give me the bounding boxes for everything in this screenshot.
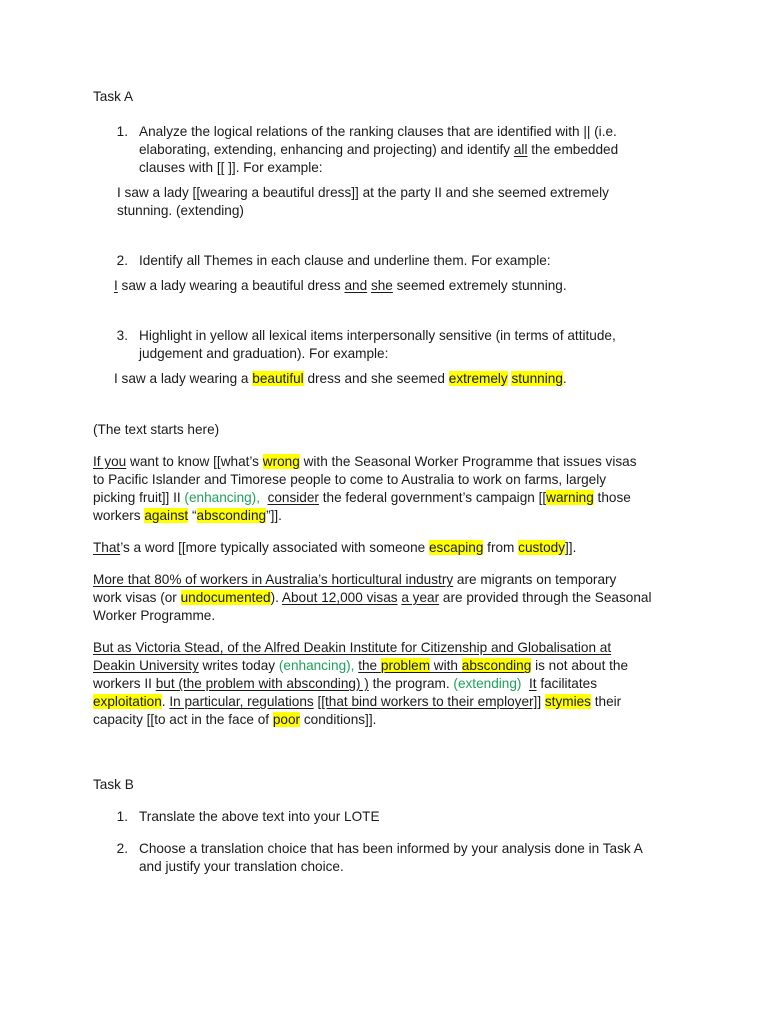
highlight-word: escaping xyxy=(428,540,484,555)
text-run: are provided through the Seasonal xyxy=(439,590,652,605)
relation-label: (extending) xyxy=(453,676,522,691)
theme-underline: But as Victoria Stead, of the Alfred Deakin Institute for Citizenship and Globalisation at xyxy=(93,640,612,655)
task-a-item1-example-line2: stunning. (extending) xyxy=(117,203,244,218)
task-a-item1-number: 1. xyxy=(116,124,128,139)
text-run: want to know [[what’s xyxy=(126,454,263,469)
highlight-word: undocumented xyxy=(180,590,271,605)
highlight-word: wrong xyxy=(262,454,300,469)
task-a-item3-example xyxy=(114,370,567,388)
text-run: with xyxy=(430,658,462,673)
highlight-word: beautiful xyxy=(252,371,304,386)
p4-line2 xyxy=(93,657,628,675)
text-run: is not about the xyxy=(531,658,629,673)
task-a-item1-example-line1: I saw a lady [[wearing a beautiful dress]] at the party II and she seemed extremely xyxy=(117,185,609,200)
text-run: with the Seasonal Worker Programme that issues visas xyxy=(299,454,637,469)
task-a-item2-example xyxy=(114,277,567,295)
theme-underline: [[that bind workers to their employer]] xyxy=(317,694,542,709)
text-run: saw a lady wearing a beautiful dress xyxy=(117,278,345,293)
text-run: ). xyxy=(270,590,282,605)
text-run: their xyxy=(590,694,622,709)
theme-underline: I xyxy=(114,278,118,293)
p1-line4 xyxy=(93,507,282,525)
task-a-item1-line1: Analyze the logical relations of the ranking clauses that are identified with || (i.e. xyxy=(139,124,617,139)
p1-line3 xyxy=(93,489,631,507)
text-run: capacity [[to act in the face of xyxy=(93,712,273,727)
highlight-word: problem xyxy=(380,658,431,673)
highlight-word: custody xyxy=(518,540,566,555)
highlight-word: stunning xyxy=(511,371,563,386)
text-run: are migrants on temporary xyxy=(453,572,617,587)
text-run: conditions]]. xyxy=(300,712,377,727)
text-run: workers xyxy=(93,508,145,523)
text-run: . xyxy=(562,371,567,386)
highlight-word: exploitation xyxy=(93,694,162,709)
task-b-item2-line1: Choose a translation choice that has been informed by your analysis done in Task A xyxy=(139,841,643,856)
text-run: writes today xyxy=(198,658,279,673)
text-run xyxy=(260,490,268,505)
relation-label: (enhancing), xyxy=(184,490,260,505)
text-run: ’s a word [[more typically associated with someone xyxy=(120,540,429,555)
theme-underline: consider xyxy=(267,490,319,505)
task-a-item3-number: 3. xyxy=(116,328,128,343)
task-b-item1-number: 1. xyxy=(116,809,128,824)
p3-line2 xyxy=(93,589,652,607)
text-run: elaborating, extending, enhancing and projecting) and identify xyxy=(139,142,514,157)
theme-underline: and xyxy=(344,278,368,293)
p4-line4 xyxy=(93,693,621,711)
theme-underline xyxy=(358,658,531,673)
theme-underline: Deakin University xyxy=(93,658,199,673)
task-a-item2-number: 2. xyxy=(116,253,128,268)
text-run: from xyxy=(483,540,519,555)
text-run: the federal government’s campaign [[ xyxy=(318,490,547,505)
highlight-word: extremely xyxy=(448,371,508,386)
text-run: picking fruit]] II xyxy=(93,490,185,505)
text-run: seemed extremely stunning. xyxy=(392,278,567,293)
theme-underline: If you xyxy=(93,454,127,469)
underlined-word: all xyxy=(513,142,528,157)
task-b-item2-number: 2. xyxy=(116,841,128,856)
text-run: those xyxy=(593,490,631,505)
theme-underline: she xyxy=(370,278,393,293)
text-run: “ xyxy=(188,508,197,523)
text-run: workers II xyxy=(93,676,156,691)
p3-line1 xyxy=(93,571,616,589)
highlight-word: warning xyxy=(546,490,594,505)
task-a-heading: Task A xyxy=(93,89,134,104)
theme-underline: More that 80% of workers in Australia’s horticultural industry xyxy=(93,572,454,587)
theme-underline: but (the problem with absconding) ) xyxy=(155,676,369,691)
text-run: dress and she seemed xyxy=(303,371,449,386)
theme-underline: About 12,000 visas xyxy=(281,590,398,605)
text-run: . xyxy=(161,694,170,709)
text-run: work visas (or xyxy=(93,590,181,605)
text-run: the embedded xyxy=(527,142,619,157)
relation-label: (enhancing), xyxy=(278,658,355,673)
p1-line1 xyxy=(93,453,637,471)
task-a-item2-line1: Identify all Themes in each clause and underline them. For example: xyxy=(139,253,551,268)
task-a-item3-line1: Highlight in yellow all lexical items interpersonally sensitive (in terms of attitude, xyxy=(139,328,616,343)
p1-line2: to Pacific Islander and Timorese people to come to Australia to work on farms, largely xyxy=(93,472,607,487)
highlight-word: poor xyxy=(272,712,301,727)
text-run: ]]. xyxy=(565,540,577,555)
highlight-word: stymies xyxy=(544,694,591,709)
task-b-item2-line2: and justify your translation choice. xyxy=(139,859,344,874)
text-run: facilitates xyxy=(536,676,598,691)
p2-line1 xyxy=(93,539,576,557)
theme-underline: That xyxy=(93,540,121,555)
text-run: the program. xyxy=(368,676,454,691)
text-run xyxy=(521,676,529,691)
text-start-note: (The text starts here) xyxy=(93,422,220,437)
task-a-item3-line2: judgement and graduation). For example: xyxy=(139,346,389,361)
text-run: ”]]. xyxy=(266,508,282,523)
task-b-heading: Task B xyxy=(93,777,134,792)
highlight-word: against xyxy=(144,508,189,523)
task-a-item1-line3: clauses with [[ ]]. For example: xyxy=(139,160,323,175)
task-a-item1-line2 xyxy=(139,141,618,159)
text-run: I saw a lady wearing a xyxy=(114,371,253,386)
theme-underline: In particular, regulations xyxy=(169,694,314,709)
p4-line5 xyxy=(93,711,376,729)
p4-line1 xyxy=(93,639,611,657)
theme-underline: It xyxy=(529,676,537,691)
theme-underline: a year xyxy=(401,590,440,605)
highlight-word: absconding xyxy=(196,508,267,523)
highlight-word: absconding xyxy=(461,658,532,673)
task-b-item1-line1: Translate the above text into your LOTE xyxy=(139,809,380,824)
p3-line3: Worker Programme. xyxy=(93,608,216,623)
text-run: the xyxy=(358,658,381,673)
p4-line3 xyxy=(93,675,597,693)
